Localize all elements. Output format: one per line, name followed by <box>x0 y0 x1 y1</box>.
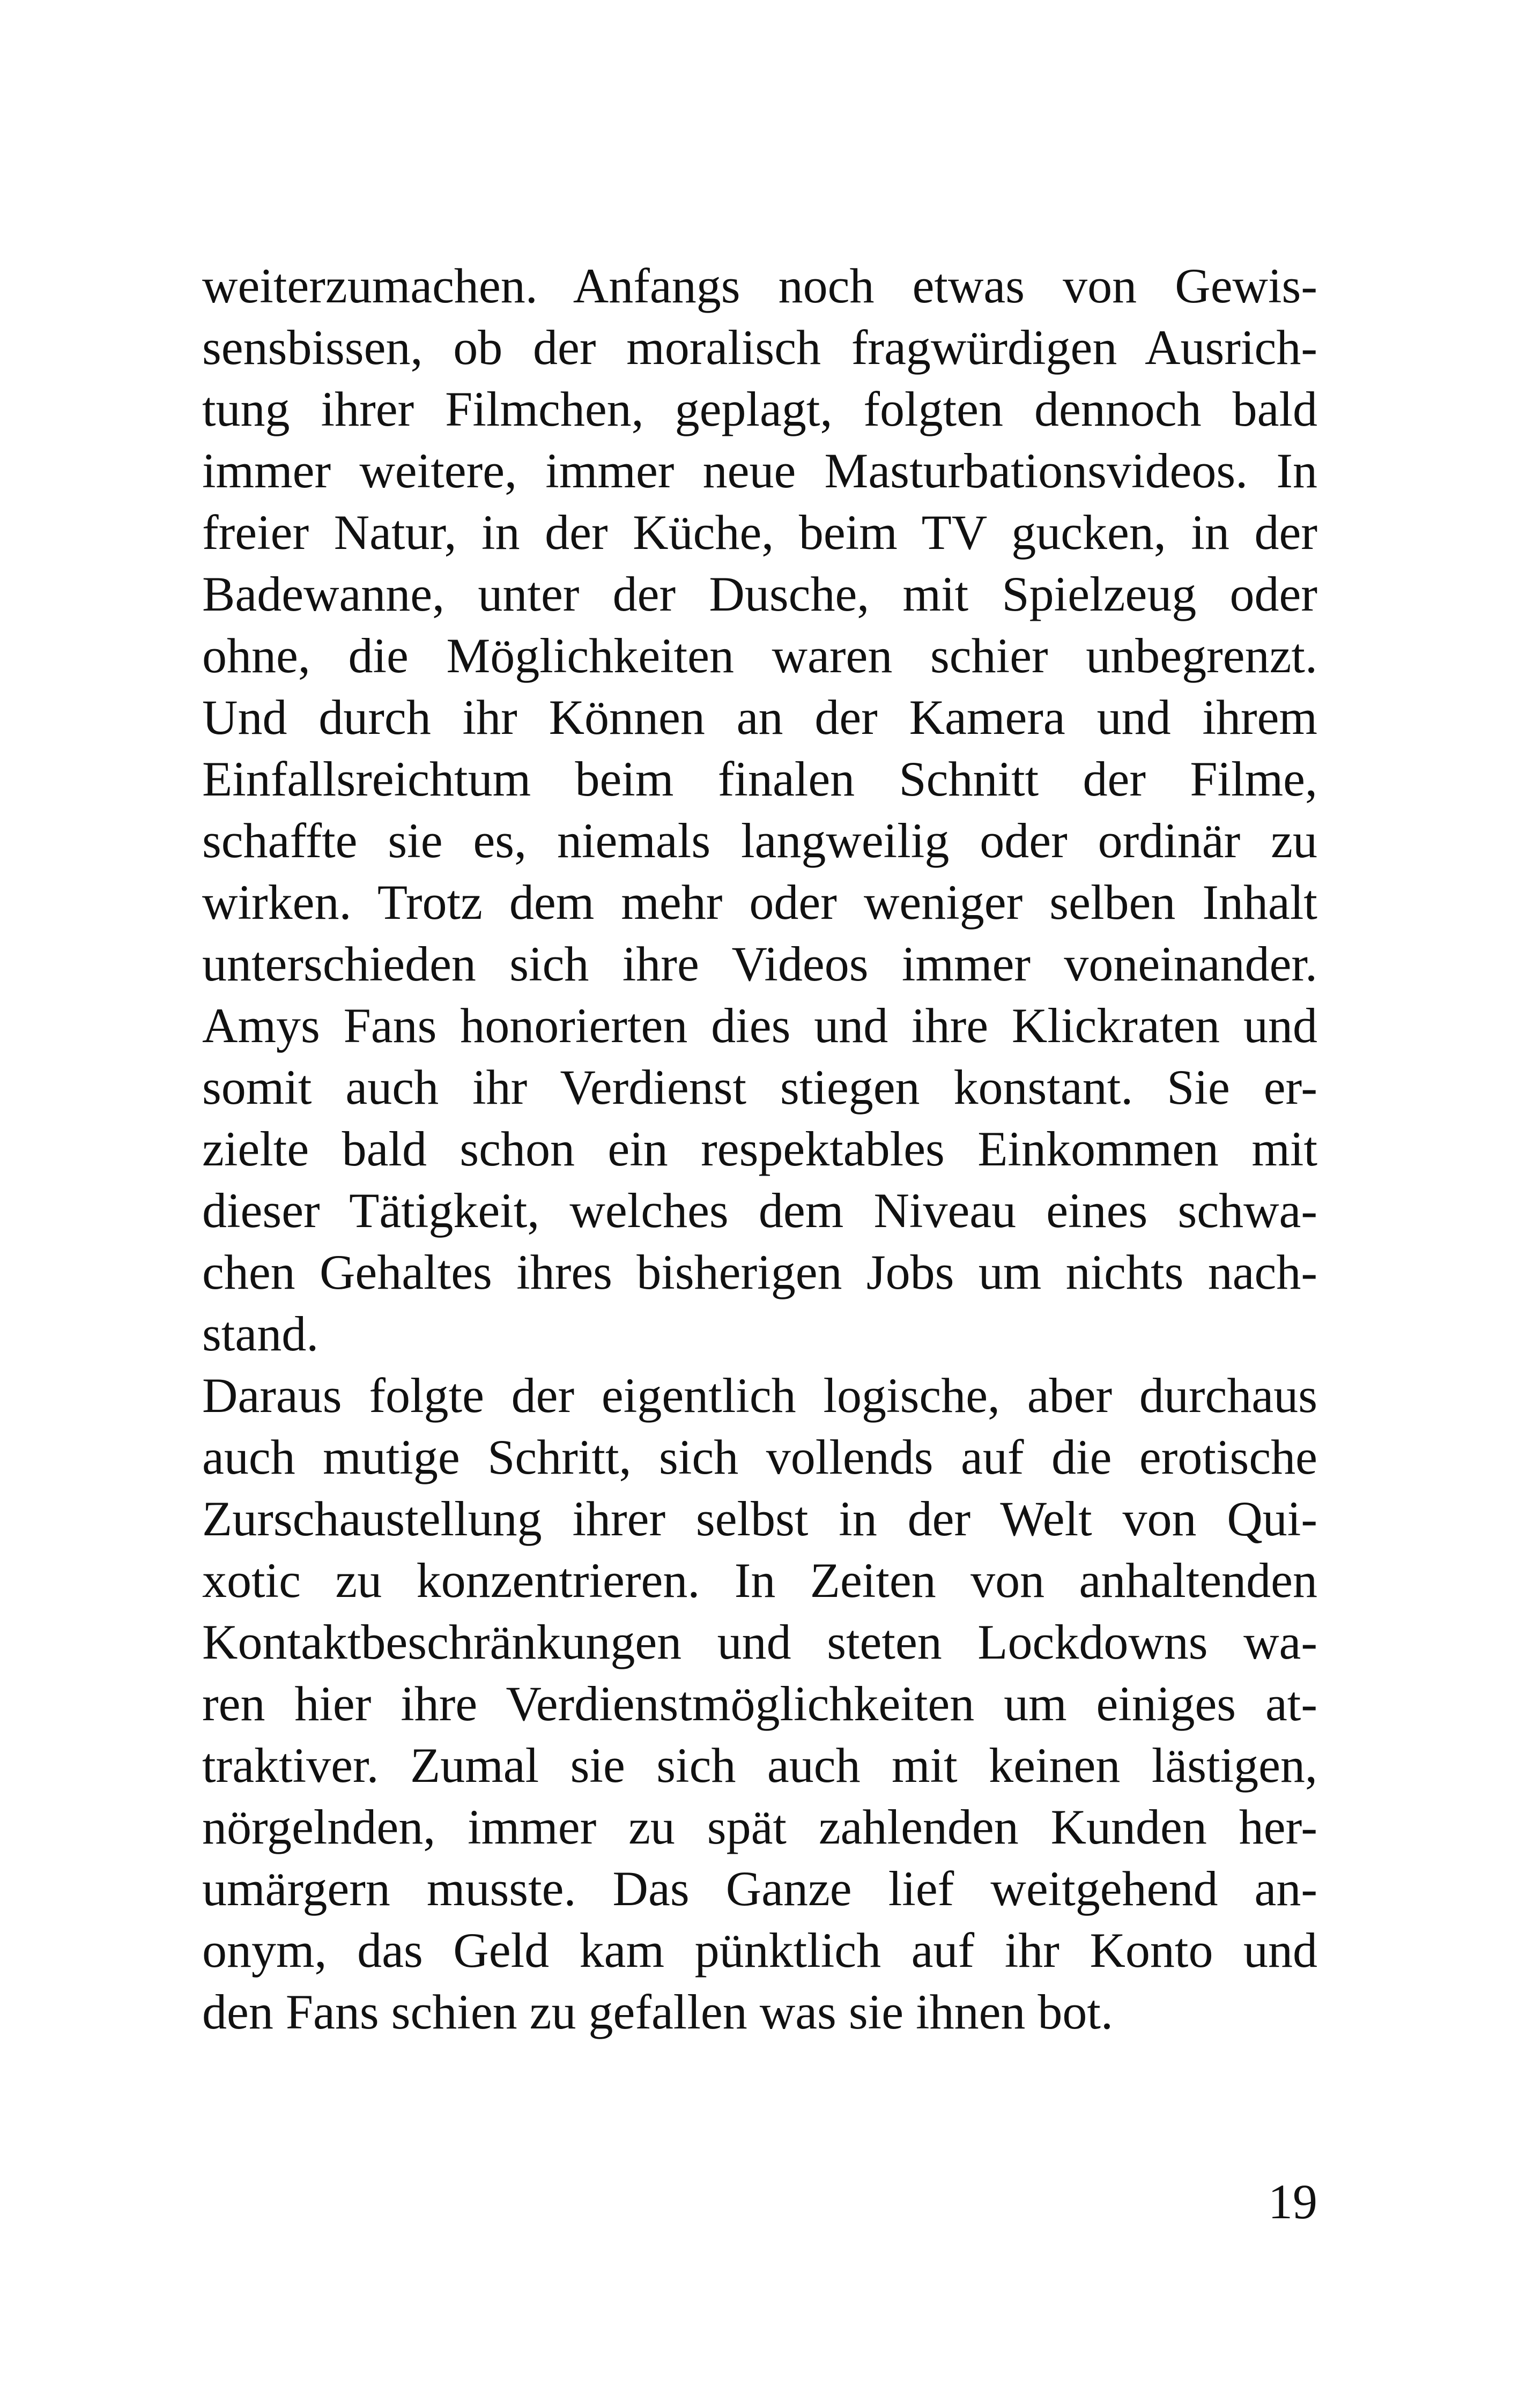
text-line: Amys Fans honorierten dies und ihre Klickraten und <box>202 998 1317 1053</box>
text-line: zielte bald schon ein respektables Einkommen mit <box>202 1121 1317 1176</box>
text-line: xotic zu konzentrieren. In Zeiten von anhaltenden <box>202 1553 1317 1608</box>
text-line-paragraph-end: den Fans schien zu gefallen was sie ihnen bot. <box>202 1985 1113 2039</box>
text-line: Daraus folgte der eigentlich logische, aber durchaus <box>202 1368 1317 1423</box>
text-line: dieser Tätigkeit, welches dem Niveau eines schwa- <box>202 1183 1317 1238</box>
text-line: umärgern musste. Das Ganze lief weitgehend an- <box>202 1861 1317 1916</box>
text-line: nörgelnden, immer zu spät zahlenden Kunden her- <box>202 1800 1317 1854</box>
text-line: somit auch ihr Verdienst stiegen konstant. Sie er- <box>202 1060 1317 1114</box>
page-number: 19 <box>1268 2174 1317 2229</box>
text-line: Zurschaustellung ihrer selbst in der Welt von Qui- <box>202 1491 1317 1546</box>
text-line: onym, das Geld kam pünktlich auf ihr Konto und <box>202 1923 1317 1978</box>
text-line: freier Natur, in der Küche, beim TV gucken, in der <box>202 505 1317 560</box>
text-line: traktiver. Zumal sie sich auch mit keinen lästigen, <box>202 1738 1317 1793</box>
body-text <box>202 255 1317 2043</box>
text-line: sensbissen, ob der moralisch fragwürdigen Ausrich- <box>202 320 1317 375</box>
text-line: Badewanne, unter der Dusche, mit Spielzeug oder <box>202 567 1317 621</box>
text-line: immer weitere, immer neue Masturbationsvideos. In <box>202 443 1317 498</box>
text-line: unterschieden sich ihre Videos immer voneinander. <box>202 937 1317 991</box>
text-line: chen Gehaltes ihres bisherigen Jobs um nichts nach- <box>202 1245 1317 1299</box>
text-line: weiterzumachen. Anfangs noch etwas von Gewis- <box>202 258 1317 313</box>
text-line: ren hier ihre Verdienstmöglichkeiten um einiges at- <box>202 1676 1317 1731</box>
text-line: ohne, die Möglichkeiten waren schier unbegrenzt. <box>202 628 1317 683</box>
text-line: Und durch ihr Können an der Kamera und ihrem <box>202 690 1317 745</box>
text-line: auch mutige Schritt, sich vollends auf die erotische <box>202 1430 1317 1484</box>
text-line: schaffte sie es, niemals langweilig oder ordinär zu <box>202 813 1317 868</box>
text-line: Einfallsreichtum beim finalen Schnitt der Filme, <box>202 752 1317 806</box>
text-line: Kontaktbeschränkungen und steten Lockdowns wa- <box>202 1615 1317 1669</box>
text-line: tung ihrer Filmchen, geplagt, folgten dennoch bald <box>202 382 1317 436</box>
text-line: wirken. Trotz dem mehr oder weniger selben Inhalt <box>202 875 1317 930</box>
text-line-paragraph-end: stand. <box>202 1306 319 1361</box>
